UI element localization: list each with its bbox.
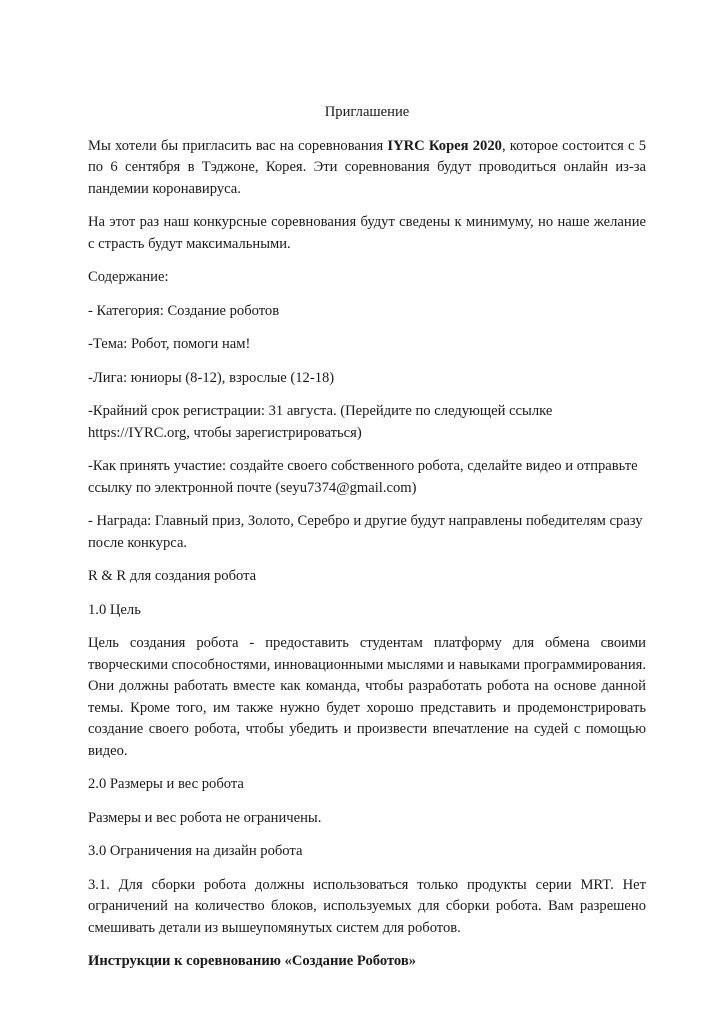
section-1-text: Цель создания робота - предоставить студентам платформу для обмена своими творческими способностями, инновационными мыслями и навыками программирования. Они должны работать вместе как команда, чтобы разработать робота на основе данной темы. Кроме того, им также нужно будет хорошо представить и продемонстрировать создание своего робота, чтобы убедить и произвести впечатление на судей с помощью видео. — [88, 635, 646, 759]
section-3-heading: 3.0 Ограничения на дизайн робота — [88, 843, 303, 859]
rr-heading: R & R для создания робота — [88, 568, 257, 584]
item-league: -Лига: юниоры (8-12), взрослые (12-18) — [88, 369, 335, 386]
intro-text-before: Мы хотели бы пригласить вас на соревнования — [88, 137, 388, 154]
intro-paragraph — [88, 136, 646, 201]
item-category: - Категория: Создание роботов — [88, 302, 280, 319]
section-2-text: Размеры и вес робота не ограничены. — [88, 809, 322, 826]
item-participation: -Как принять участие: создайте своего собственного робота, сделайте видео и отправьте ссылку по электронной почте (seyu7374@gmail.com) — [88, 458, 638, 496]
item-deadline: -Крайний срок регистрации: 31 августа. (Перейдите по следующей ссылке https://IYRC.org, чтобы зарегистрироваться) — [88, 403, 553, 441]
document-title: Приглашение — [324, 104, 410, 120]
event-name: IYRC Корея 2020 — [387, 137, 502, 154]
contents-heading: Содержание: — [88, 269, 169, 285]
section-2-heading: 2.0 Размеры и вес робота — [88, 776, 244, 792]
intro-text-after: , которое состоится с 5 по 6 сентября в Тэджоне, Корея. Эти соревнования будут проводиться онлайн из-за пандемии коронавируса. — [88, 137, 646, 197]
document-content — [88, 102, 646, 985]
item-theme: -Тема: Робот, помоги нам! — [88, 336, 251, 352]
section-1-heading: 1.0 Цель — [88, 601, 141, 618]
item-award: - Награда: Главный приз, Золото, Серебро и другие будут направлены победителям сразу после конкурса. — [88, 513, 643, 551]
section-3-text: 3.1. Для сборки робота должны использоваться только продукты серии MRT. Нет ограничений на количество блоков, используемых для сборки робота. Вам разрешено смешивать детали из вышеупомянутых систем для роботов. — [88, 876, 646, 936]
paragraph-2: На этот раз наш конкурсные соревнования будут сведены к минимуму, но наше желание с страсть будут максимальными. — [88, 214, 646, 252]
instructions-heading: Инструкции к соревнованию «Создание Роботов» — [88, 953, 417, 969]
